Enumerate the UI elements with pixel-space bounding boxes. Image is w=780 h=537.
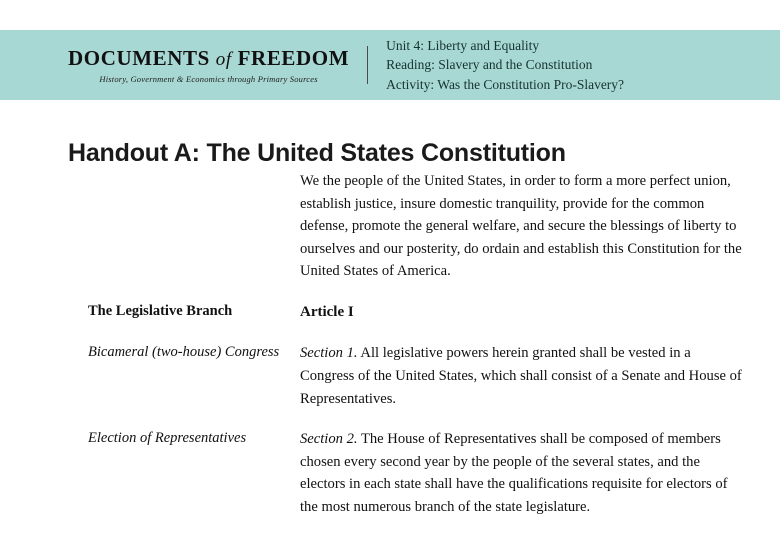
preamble-row: [88, 170, 748, 283]
header-banner: [0, 30, 780, 100]
header-reading-line: Reading: Slavery and the Constitution: [386, 57, 593, 73]
section-two-cell: [300, 428, 748, 518]
section-row-bicameral: [88, 342, 748, 410]
brand-title: [68, 46, 349, 71]
brand-subtitle: [68, 74, 349, 84]
article-one-heading: Article I: [300, 304, 354, 321]
bicameral-label-text: Bicameral (two-house) Congress: [88, 344, 280, 361]
page-title: Handout A: The United States Constitution: [68, 138, 566, 167]
brand-logo: [0, 46, 368, 84]
section-two-label: Section 2.: [300, 431, 358, 448]
section-one-cell: [300, 342, 748, 410]
brand-subtitle-line2: through Primary Sources: [227, 74, 318, 84]
brand-subtitle-line1: History, Government & Economics: [99, 74, 226, 84]
article-one-heading-cell: [300, 301, 748, 324]
section-one-text: All legislative powers herein granted shall be vested in a Congress of the United States, which shall consist of a Senate and House of Representatives.: [300, 345, 742, 407]
legislative-branch-heading: The Legislative Branch: [88, 303, 233, 320]
section-row-legislative: [88, 301, 748, 324]
brand-title-part2: FREEDOM: [237, 46, 350, 70]
brand-title-part1: DOCUMENTS: [68, 46, 210, 70]
brand-title-of: of: [215, 49, 232, 70]
header-unit-line: Unit 4: Liberty and Equality: [386, 37, 540, 53]
section-row-election: [88, 428, 748, 518]
bicameral-label: [88, 342, 300, 363]
section-one-label: Section 1.: [300, 345, 358, 362]
section-two-text: The House of Representatives shall be composed of members chosen every second year by the people of the several states, and the electors in each state shall have the qualifications requisite for electors of the most numerous branch of the state legislature.: [300, 431, 728, 515]
header-info: [386, 36, 624, 95]
election-label-text: Election of Representatives: [88, 430, 247, 447]
document-body: [88, 170, 748, 537]
election-label: [88, 428, 300, 449]
preamble-text: We the people of the United States, in order to form a more perfect union, establish justice, insure domestic tranquility, provide for the common defense, promote the general welfare, and secure the blessings of liberty to ourselves and our posterity, do ordain and establish this Constitution for the United States of America.: [300, 173, 742, 280]
header-activity-line: Activity: Was the Constitution Pro-Slavery?: [386, 76, 625, 92]
legislative-branch-label: [88, 301, 300, 322]
